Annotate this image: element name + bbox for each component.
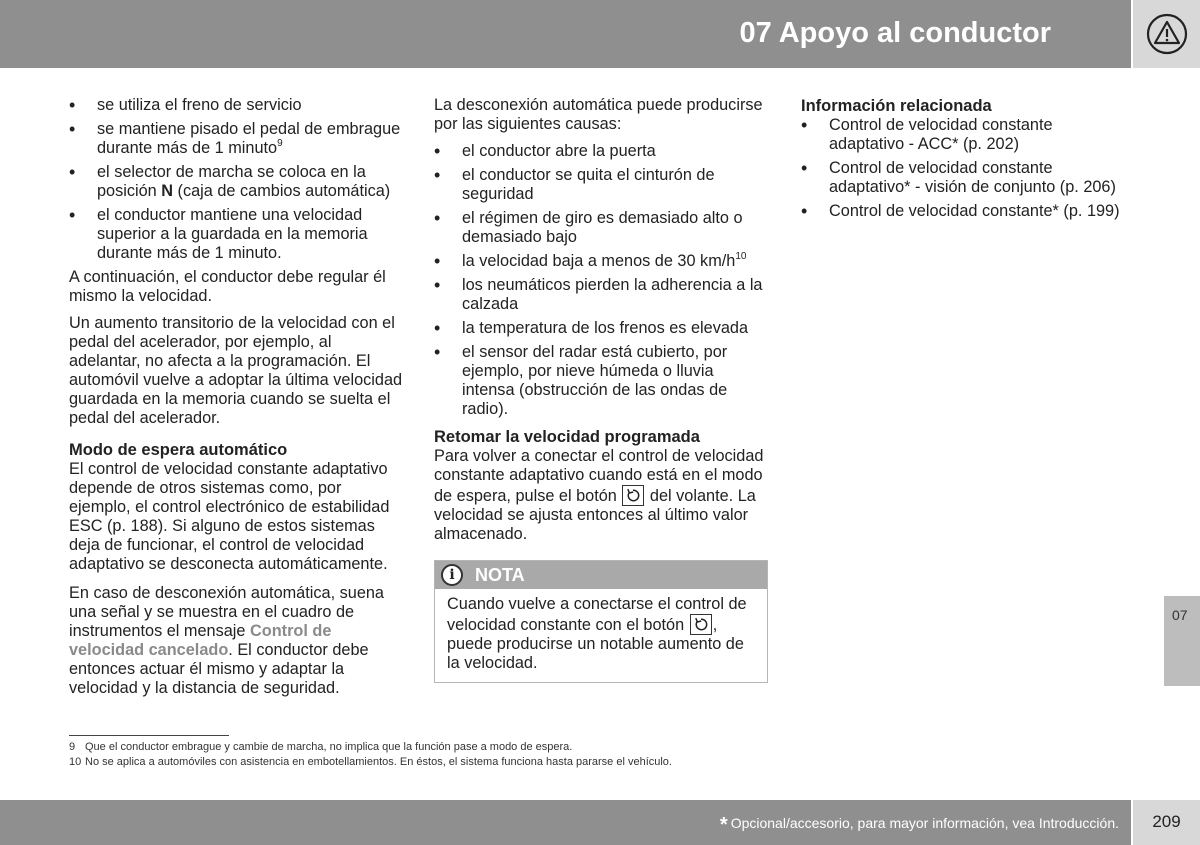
footnote-ref: 9 [277,137,283,149]
list-item: • los neumáticos pierden la adherencia a la calzada [434,276,768,314]
paragraph: El control de velocidad constante adaptativo depende de otros sistemas como, por ejemplo, el control electrónico de estabilidad ESC (p. 188). Si alguno de estos sistemas deja de funcionar, el control de velocidad adaptativo se desconecta automáticamente. [69,460,390,573]
warning-box [1133,0,1200,68]
warning-triangle-icon [1146,13,1188,55]
column-3 [801,96,1131,226]
standby-conditions-list [69,96,403,263]
paragraph: Para volver a conectar el control de velocidad constante adaptativo cuando está en el modo de espera, pulse el botón del volante. La velocidad se ajusta entonces al último valor almacenado. [434,447,764,543]
resume-arrow-icon [694,617,708,632]
paragraph: Un aumento transitorio de la velocidad con el pedal del acelerador, por ejemplo, al adelantar, no afecta a la programación. El automóvil vuelve a adoptar la última velocidad guardada en la memoria cuando se suelta el pedal del acelerador. [69,314,403,427]
footer-note: * Opcional/accesorio, para mayor información, vea Introducción. [719,814,1119,836]
list-item: • se mantiene pisado el pedal de embrague durante más de 1 minuto$^9$ [69,120,403,158]
list-item: • la velocidad baja a menos de 30 $km/h^{10}$ [434,252,768,271]
list-item: • el sensor del radar está cubierto, por ejemplo, por nieve húmeda o lluvia intensa (obstrucción de las ondas de radio). [434,343,768,419]
cancel-message: Control de velocidad cancelado [69,622,332,659]
column-1 [69,96,403,706]
chapter-tab: 07 [1164,596,1200,686]
footnote: 9 Que el conductor embrague y cambie de marcha, no implica que la función pase a modo de espera. [69,741,573,753]
chapter-title: 07 Apoyo al conductor [739,17,1051,49]
resume-button-icon [690,614,712,635]
note-body: Cuando vuelve a conectarse el control de velocidad constante con el botón , puede producirse un notable aumento de la velocidad. [447,595,747,672]
list-item: • se utiliza el freno de servicio [69,96,403,115]
related-links-list [801,116,1131,221]
list-item: • el régimen de giro es demasiado alto o demasiado bajo [434,209,768,247]
section-heading: Modo de espera automático [69,441,288,459]
disconnect-causes-list [434,142,768,419]
paragraph: En caso de desconexión automática, suena una señal y se muestra en el cuadro de instrumentos el mensaje Control de velocidad cancelado. El conductor debe entonces actuar él mismo y adaptar la velocidad y la distancia de seguridad. [69,584,384,697]
resume-button-icon [622,485,644,506]
footnote-divider [69,735,229,736]
list-item: • el conductor mantiene una velocidad superior a la guardada en la memoria durante más de 1 minuto. [69,206,403,263]
footnote: 10 No se aplica a automóviles con asistencia en embotellamientos. En éstos, el sistema funciona hasta pararse el vehículo. [69,756,672,768]
paragraph: A continuación, el conductor debe regular él mismo la velocidad. [69,268,386,305]
paragraph: La desconexión automática puede producirse por las siguientes causas: [434,96,763,133]
related-link[interactable]: • Control de velocidad constante* (p. 199) [801,202,1131,221]
related-info-heading: Información relacionada [801,97,992,115]
note-box [434,560,768,683]
related-link[interactable]: • Control de velocidad constante adaptativo* - visión de conjunto (p. 206) [801,159,1131,197]
footnote-ref: 10 [735,250,747,262]
column-2 [434,96,768,683]
footnotes [69,740,672,770]
list-item: • el conductor se quita el cinturón de seguridad [434,166,768,204]
note-title: NOTA [475,565,525,585]
note-header [435,561,767,589]
list-item: • el selector de marcha se coloca en la posición N (caja de cambios automática) [69,163,403,201]
list-item: • la temperatura de los frenos es elevada [434,319,768,338]
page-number-box [1133,800,1200,845]
footer-bar [0,800,1131,845]
resume-arrow-icon [626,488,640,503]
header-bar [0,0,1131,68]
list-item: • el conductor abre la puerta [434,142,768,161]
page-number: 209 [1152,812,1181,831]
related-link[interactable]: • Control de velocidad constante adaptativo - ACC* (p. 202) [801,116,1131,154]
info-icon: i [441,564,463,586]
section-heading: Retomar la velocidad programada [434,428,700,446]
